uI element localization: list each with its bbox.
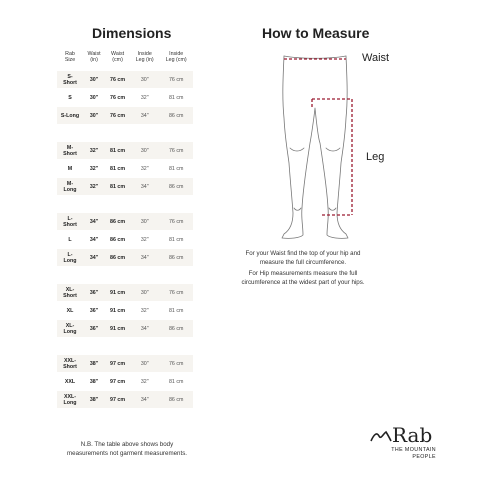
size-cell <box>57 71 83 88</box>
table-row <box>57 249 193 266</box>
size-cell <box>57 355 83 372</box>
header-line: Leg (in) <box>135 57 154 63</box>
size-line: Short <box>63 363 77 370</box>
cell-waist-cm: 76 cm <box>105 71 130 88</box>
cell-leg-in: 30" <box>130 213 159 230</box>
cell-waist-in: 38" <box>83 373 105 390</box>
cell-waist-in: 36" <box>83 302 105 319</box>
table-header-cell <box>57 44 83 70</box>
cell-waist-cm: 86 cm <box>105 213 130 230</box>
table-row <box>57 391 193 408</box>
cell-leg-in: 32" <box>130 160 159 177</box>
waist-note: For your Waist find the top of your hip and measure the full circumference. <box>245 250 361 266</box>
cell-waist-in: 32" <box>83 160 105 177</box>
spacer-cell <box>57 338 83 354</box>
spacer-cell <box>83 196 105 212</box>
header-line: (cm) <box>112 57 123 63</box>
cell-waist-cm: 86 cm <box>105 249 130 266</box>
right-knee <box>326 148 340 151</box>
size-cell <box>57 302 83 319</box>
cell-leg-cm: 81 cm <box>159 231 193 248</box>
cell-waist-in: 36" <box>83 320 105 337</box>
cell-waist-in: 34" <box>83 231 105 248</box>
spacer-cell <box>105 125 130 141</box>
header-line: Waist <box>111 51 125 57</box>
cell-waist-cm: 91 cm <box>105 284 130 301</box>
table-row <box>57 320 193 337</box>
header-line: Inside <box>169 51 184 57</box>
header-line: Rab <box>65 51 75 57</box>
cell-waist-in: 32" <box>83 178 105 195</box>
header-line: Inside <box>137 51 152 57</box>
spacer-cell <box>105 338 130 354</box>
cell-leg-in: 30" <box>130 142 159 159</box>
size-line: XL- <box>65 322 75 329</box>
cell-leg-cm: 76 cm <box>159 355 193 372</box>
table-row <box>57 302 193 319</box>
table-header-cell <box>105 44 130 70</box>
table-row <box>57 142 193 159</box>
size-line: XL <box>66 307 74 314</box>
spacer-cell <box>130 125 159 141</box>
size-line: Short <box>63 150 77 157</box>
cell-leg-in: 32" <box>130 373 159 390</box>
spacer-cell <box>83 267 105 283</box>
dimensions-title: Dimensions <box>92 25 172 41</box>
spacer-cell <box>105 196 130 212</box>
leg-label: Leg <box>366 151 385 163</box>
cell-leg-in: 34" <box>130 320 159 337</box>
header-line: Waist <box>87 51 101 57</box>
cell-leg-cm: 86 cm <box>159 178 193 195</box>
spacer-cell <box>83 125 105 141</box>
cell-waist-cm: 76 cm <box>105 107 130 124</box>
spacer-cell <box>159 196 193 212</box>
group-spacer <box>57 338 193 354</box>
waistband <box>284 56 346 58</box>
size-line: Long <box>63 186 77 193</box>
cell-leg-in: 32" <box>130 89 159 106</box>
table-row <box>57 284 193 301</box>
cell-leg-cm: 76 cm <box>159 71 193 88</box>
header-line: (in) <box>90 57 98 63</box>
cell-waist-in: 36" <box>83 284 105 301</box>
size-cell <box>57 142 83 159</box>
size-line: M <box>67 165 73 172</box>
size-line: Short <box>63 221 77 228</box>
spacer-cell <box>130 267 159 283</box>
spacer-cell <box>57 125 83 141</box>
table-header-cell <box>159 44 193 70</box>
group-spacer <box>57 125 193 141</box>
size-line: S- <box>67 73 73 80</box>
size-cell <box>57 213 83 230</box>
size-line: S-Long <box>60 112 80 119</box>
waist-label: Waist <box>362 52 390 64</box>
table-row <box>57 231 193 248</box>
cell-leg-cm: 76 cm <box>159 284 193 301</box>
rab-tagline: THE MOUNTAIN PEOPLE <box>391 447 436 460</box>
cell-leg-cm: 86 cm <box>159 320 193 337</box>
cell-leg-in: 34" <box>130 249 159 266</box>
cell-leg-cm: 86 cm <box>159 249 193 266</box>
spacer-cell <box>159 267 193 283</box>
cell-leg-cm: 86 cm <box>159 107 193 124</box>
cell-leg-cm: 81 cm <box>159 373 193 390</box>
spacer-cell <box>57 196 83 212</box>
size-line: L <box>68 236 72 243</box>
size-cell <box>57 178 83 195</box>
cell-waist-cm: 97 cm <box>105 373 130 390</box>
left-knee <box>290 148 304 151</box>
cell-waist-cm: 97 cm <box>105 391 130 408</box>
table-row <box>57 373 193 390</box>
size-line: M- <box>66 144 74 151</box>
cell-waist-in: 34" <box>83 213 105 230</box>
cell-waist-cm: 91 cm <box>105 320 130 337</box>
table-header-cell <box>83 44 105 70</box>
cell-leg-cm: 81 cm <box>159 160 193 177</box>
cell-waist-cm: 97 cm <box>105 355 130 372</box>
cell-waist-in: 30" <box>83 107 105 124</box>
size-cell <box>57 89 83 106</box>
cell-waist-cm: 91 cm <box>105 302 130 319</box>
cell-waist-cm: 81 cm <box>105 160 130 177</box>
size-line: L- <box>67 215 73 222</box>
spacer-cell <box>105 267 130 283</box>
table-row <box>57 160 193 177</box>
cell-waist-cm: 81 cm <box>105 178 130 195</box>
size-line: XL- <box>65 286 75 293</box>
nb-note: N.B. The table above shows body measurements not garment measurements. <box>66 441 188 457</box>
size-cell <box>57 284 83 301</box>
spacer-cell <box>130 338 159 354</box>
size-cell <box>57 249 83 266</box>
table-row <box>57 355 193 372</box>
table-row <box>57 178 193 195</box>
cell-waist-cm: 86 cm <box>105 231 130 248</box>
spacer-cell <box>159 338 193 354</box>
legs-outline <box>282 56 348 238</box>
cell-leg-in: 34" <box>130 107 159 124</box>
cell-waist-in: 30" <box>83 89 105 106</box>
how-to-measure-title: How to Measure <box>262 25 370 41</box>
size-line: Short <box>63 79 77 86</box>
group-spacer <box>57 196 193 212</box>
table-row <box>57 107 193 124</box>
cell-waist-in: 38" <box>83 355 105 372</box>
legs-diagram <box>270 48 360 248</box>
size-line: Long <box>63 257 77 264</box>
table-header-cell <box>130 44 159 70</box>
cell-leg-cm: 86 cm <box>159 391 193 408</box>
cell-leg-in: 30" <box>130 355 159 372</box>
size-table <box>57 43 193 409</box>
cell-leg-in: 32" <box>130 302 159 319</box>
cell-waist-in: 30" <box>83 71 105 88</box>
cell-waist-in: 38" <box>83 391 105 408</box>
table-row <box>57 89 193 106</box>
cell-leg-in: 34" <box>130 178 159 195</box>
cell-leg-cm: 76 cm <box>159 213 193 230</box>
cell-waist-cm: 76 cm <box>105 89 130 106</box>
cell-leg-cm: 76 cm <box>159 142 193 159</box>
spacer-cell <box>83 338 105 354</box>
cell-leg-cm: 81 cm <box>159 302 193 319</box>
cell-leg-in: 32" <box>130 231 159 248</box>
header-line: Leg (cm) <box>165 57 187 63</box>
cell-leg-in: 34" <box>130 391 159 408</box>
table-header-row <box>57 44 193 70</box>
size-cell <box>57 107 83 124</box>
header-line: Size <box>64 57 76 63</box>
size-line: M- <box>66 180 74 187</box>
size-line: Short <box>63 292 77 299</box>
size-line: XXL- <box>63 393 77 400</box>
spacer-cell <box>159 125 193 141</box>
size-line: XXL <box>64 378 76 385</box>
size-line: XXL- <box>63 357 77 364</box>
spacer-cell <box>130 196 159 212</box>
cell-waist-cm: 81 cm <box>105 142 130 159</box>
hip-note: For Hip measurements measure the full circumference at the widest part of your hips. <box>241 270 365 286</box>
rab-mountain-icon <box>370 429 392 443</box>
size-cell <box>57 373 83 390</box>
size-cell <box>57 320 83 337</box>
group-spacer <box>57 267 193 283</box>
cell-waist-in: 32" <box>83 142 105 159</box>
rab-wordmark: Rab <box>392 423 433 447</box>
cell-leg-in: 30" <box>130 71 159 88</box>
size-line: S <box>68 94 72 101</box>
size-cell <box>57 160 83 177</box>
cell-leg-cm: 81 cm <box>159 89 193 106</box>
table-row <box>57 213 193 230</box>
size-line: Long <box>63 328 77 335</box>
cell-leg-in: 30" <box>130 284 159 301</box>
table-row <box>57 71 193 88</box>
cell-waist-in: 34" <box>83 249 105 266</box>
size-line: Long <box>63 399 77 406</box>
size-cell <box>57 231 83 248</box>
spacer-cell <box>57 267 83 283</box>
size-cell <box>57 391 83 408</box>
size-line: L- <box>67 251 73 258</box>
